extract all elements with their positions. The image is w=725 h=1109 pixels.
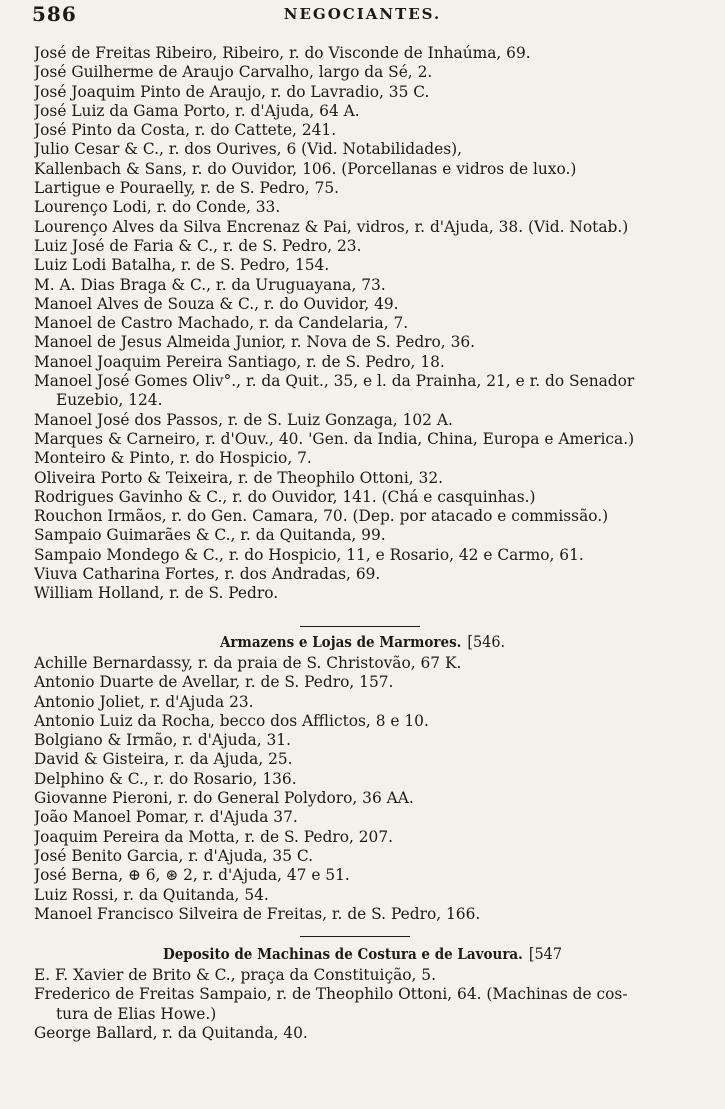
entry-text: Lourenço Lodi, r. do Conde, 33.: [34, 198, 281, 217]
directory-entry: [34, 789, 710, 808]
entry-text: Manoel Francisco Silveira de Freitas, r. de S. Pedro, 166.: [34, 904, 481, 923]
entry-text: José Benito Garcia, r. d'Ajuda, 35 C.: [34, 846, 313, 865]
directory-entry: [34, 847, 710, 866]
directory-entry: [34, 160, 710, 179]
entry-text: William Holland, r. de S. Pedro.: [34, 584, 279, 603]
entry-text: José Pinto da Costa, r. do Cattete, 241.: [34, 121, 337, 140]
page-number: 586: [32, 2, 77, 26]
directory-entry: [34, 526, 710, 545]
directory-entry: [34, 218, 710, 237]
entry-text: Antonio Luiz da Rocha, becco dos Afflictos, 8 e 10.: [34, 711, 429, 730]
entry-text: Monteiro & Pinto, r. do Hospicio, 7.: [34, 449, 312, 468]
entry-text: M. A. Dias Braga & C., r. da Uruguayana, 73.: [34, 275, 386, 294]
entry-text: Marques & Carneiro, r. d'Ouv., 40. 'Gen. da India, China, Europa e America.): [34, 429, 635, 448]
directory-entry: [34, 886, 710, 905]
section-heading-title: Deposito de Machinas de Costura e de Lavoura.: [163, 945, 523, 963]
directory-entry: [34, 966, 710, 985]
directory-entry: [34, 770, 710, 789]
entry-text: Rouchon Irmãos, r. do Gen. Camara, 70. (Dep. por atacado e commissão.): [34, 507, 609, 526]
entry-text: Manoel Joaquim Pereira Santiago, r. de S. Pedro, 18.: [34, 352, 445, 371]
entry-text: Julio Cesar & C., r. dos Ourives, 6 (Vid. Notabilidades),: [34, 140, 463, 159]
directory-entry: [34, 866, 710, 885]
page-header: [0, 2, 725, 30]
entry-text: José Guilherme de Araujo Carvalho, largo da Sé, 2.: [34, 63, 433, 82]
directory-entry: [34, 1024, 710, 1043]
directory-entry: [34, 565, 710, 584]
entry-text: Luiz José de Faria & C., r. de S. Pedro, 23.: [34, 236, 362, 255]
directory-entry: [34, 808, 710, 827]
directory-entry: [34, 469, 710, 488]
directory-entry: [34, 276, 710, 295]
directory-entry: [34, 295, 710, 314]
directory-entry: [34, 256, 710, 275]
section-sewing-machines-list: [34, 966, 710, 1043]
directory-entry: [34, 905, 710, 924]
directory-entry: [34, 353, 710, 372]
running-head: NEGOCIANTES.: [283, 5, 442, 23]
directory-entry: [34, 333, 710, 352]
directory-entry: [34, 693, 710, 712]
directory-entry: [34, 731, 710, 750]
directory-entry: [34, 44, 710, 63]
section-divider-rule: [300, 936, 410, 937]
directory-entry: [34, 828, 710, 847]
entry-text: Luiz Rossi, r. da Quitanda, 54.: [34, 885, 269, 904]
entry-text: José Berna, ⊕ 6, ⊛ 2, r. d'Ajuda, 47 e 51.: [34, 866, 350, 885]
directory-entry: [34, 449, 710, 468]
entry-text: Viuva Catharina Fortes, r. dos Andradas, 69.: [34, 565, 381, 584]
entry-text: George Ballard, r. da Quitanda, 40.: [34, 1023, 308, 1042]
entry-text: Luiz Lodi Batalha, r. de S. Pedro, 154.: [34, 256, 330, 275]
directory-entry: [34, 750, 710, 769]
directory-entry: [34, 712, 710, 731]
directory-entry: [34, 372, 710, 411]
directory-entry: [34, 546, 710, 565]
section-heading-title: Armazens e Lojas de Marmores.: [219, 633, 462, 651]
entry-text: Lartigue e Pouraelly, r. de S. Pedro, 75.: [34, 179, 340, 198]
section-heading-sewing-machines: [0, 944, 725, 963]
directory-entry: [34, 430, 710, 449]
directory-entry: [34, 654, 710, 673]
directory-entry: [34, 140, 710, 159]
entry-text: Achille Bernardassy, r. da praia de S. Christovão, 67 K.: [34, 654, 462, 672]
directory-entry: [34, 198, 710, 217]
directory-entry: [34, 237, 710, 256]
entry-text: David & Gisteira, r. da Ajuda, 25.: [34, 750, 293, 769]
entry-text: Manoel José Gomes Oliv°., r. da Quit., 35, e l. da Prainha, 21, e r. do Senador: [34, 372, 635, 391]
entry-text: Antonio Duarte de Avellar, r. de S. Pedro, 157.: [34, 673, 394, 692]
entry-text: Joaquim Pereira da Motta, r. de S. Pedro, 207.: [34, 827, 394, 846]
entry-text: Manoel José dos Passos, r. de S. Luiz Gonzaga, 102 A.: [34, 410, 453, 429]
directory-entry: [34, 314, 710, 333]
directory-entry: [34, 179, 710, 198]
entry-text: Rodrigues Gavinho & C., r. do Ouvidor, 141. (Chá e casquinhas.): [34, 487, 536, 506]
section-heading-code: [546.: [467, 632, 506, 651]
entry-text: Manoel Alves de Souza & C., r. do Ouvidor, 49.: [34, 294, 399, 313]
directory-entry: [34, 507, 710, 526]
entry-text: Kallenbach & Sans, r. do Ouvidor, 106. (Porcellanas e vidros de luxo.): [34, 159, 577, 178]
section-divider-rule: [300, 626, 420, 627]
directory-entry: [34, 83, 710, 102]
section-merchants-list: [34, 44, 710, 604]
directory-entry: [34, 102, 710, 121]
entry-text: Manoel de Jesus Almeida Junior, r. Nova de S. Pedro, 36.: [34, 333, 476, 352]
entry-text: Sampaio Guimarães & C., r. da Quitanda, 99.: [34, 526, 386, 545]
directory-entry: [34, 411, 710, 430]
entry-continuation: tura de Elias Howe.): [56, 1004, 217, 1023]
entry-text: Manoel de Castro Machado, r. da Candelaria, 7.: [34, 314, 409, 333]
entry-text: Sampaio Mondego & C., r. do Hospicio, 11, e Rosario, 42 e Carmo, 61.: [34, 545, 584, 564]
section-heading-marble-shops: [0, 632, 725, 651]
directory-entry: [34, 488, 710, 507]
directory-entry: [34, 673, 710, 692]
entry-text: Lourenço Alves da Silva Encrenaz & Pai, vidros, r. d'Ajuda, 38. (Vid. Notab.): [34, 217, 629, 236]
directory-entry: [34, 584, 710, 603]
entry-text: Frederico de Freitas Sampaio, r. de Theophilo Ottoni, 64. (Machinas de cos-: [34, 985, 628, 1004]
entry-text: Antonio Joliet, r. d'Ajuda 23.: [34, 692, 254, 711]
entry-text: João Manoel Pomar, r. d'Ajuda 37.: [34, 808, 298, 827]
entry-text: José de Freitas Ribeiro, Ribeiro, r. do Visconde de Inhaúma, 69.: [34, 44, 531, 62]
entry-continuation: Euzebio, 124.: [56, 391, 163, 410]
entry-text: José Joaquim Pinto de Araujo, r. do Lavradio, 35 C.: [34, 82, 430, 101]
entry-text: E. F. Xavier de Brito & C., praça da Constituição, 5.: [34, 966, 436, 984]
directory-entry: [34, 63, 710, 82]
directory-entry: [34, 985, 710, 1024]
section-marble-shops-list: [34, 654, 710, 924]
entry-text: Delphino & C., r. do Rosario, 136.: [34, 769, 297, 788]
entry-text: José Luiz da Gama Porto, r. d'Ajuda, 64 A.: [34, 101, 360, 120]
directory-entry: [34, 121, 710, 140]
section-heading-code: [547: [528, 944, 562, 963]
entry-text: Oliveira Porto & Teixeira, r. de Theophilo Ottoni, 32.: [34, 468, 443, 487]
entry-text: Bolgiano & Irmão, r. d'Ajuda, 31.: [34, 731, 291, 750]
entry-text: Giovanne Pieroni, r. do General Polydoro, 36 AA.: [34, 789, 414, 808]
